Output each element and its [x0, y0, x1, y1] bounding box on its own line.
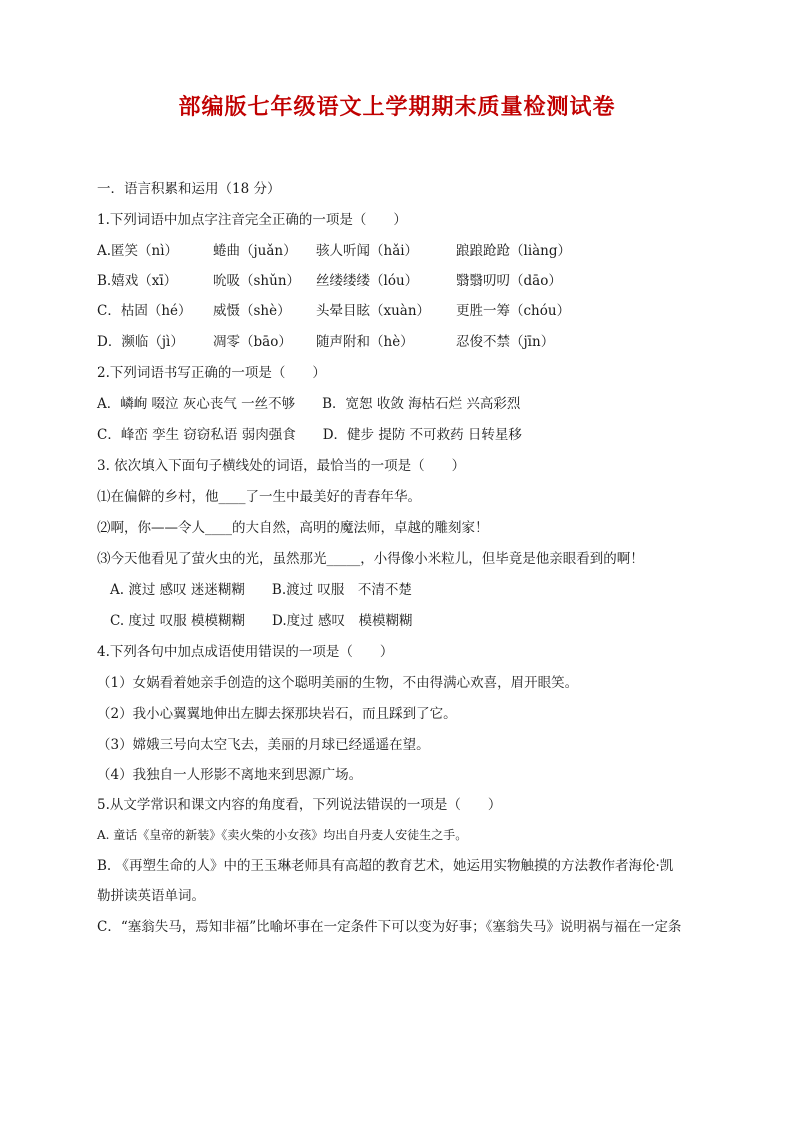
q3-sentence-3: ⑶今天他看见了萤火虫的光，虽然那光_____，小得像小米粒儿，但毕竟是他亲眼看到的啊！ — [97, 551, 644, 567]
q5-option-c-line-1: C．“塞翁失马，焉知非福”比喻坏事在一定条件下可以变为好事；《塞翁失马》说明祸与福在一定条 — [97, 919, 682, 935]
q1-b-word-1: B.嬉戏（xī） — [97, 273, 178, 289]
q2-options-ab: A．嶙峋 啜泣 灰心丧气 一丝不够 B．宽恕 收敛 海枯石烂 兴高彩烈 — [97, 396, 521, 412]
q1-d-word-3: 随声附和（hè） — [316, 334, 414, 350]
q1-b-word-3: 丝缕缕缕（lóu） — [316, 273, 419, 289]
q2-options-cd: C．峰峦 孪生 窃窃私语 弱肉强食 D．健步 提防 不可救药 日转星移 — [97, 427, 522, 443]
q1-c-word-1: C．枯固（hé） — [97, 303, 192, 319]
q5-option-b-line-1: B. 《再塑生命的人》中的王玉琳老师具有高超的教育艺术，她运用实物触摸的方法教作者海伦·凯 — [97, 858, 674, 874]
q1-c-word-3: 头晕目眩（xuàn） — [316, 303, 431, 319]
q4-sentence-2: （2）我小心翼翼地伸出左脚去探那块岩石，而且踩到了它。 — [97, 706, 457, 722]
q5-option-a: A. 童话《皇帝的新装》《卖火柴的小女孩》均出自丹麦人安徒生之手。 — [97, 828, 468, 842]
q5-option-b-line-2: 勒拼读英语单词。 — [97, 888, 205, 904]
q1-d-word-2: 凋零（bāo） — [213, 334, 292, 350]
q1-c-word-2: 威慑（shè） — [213, 303, 291, 319]
q3-sentence-2: ⑵啊，你——令人____的大自然，高明的魔法师，卓越的雕刻家！ — [97, 520, 489, 536]
question-4-stem: 4.下列各句中加点成语使用错误的一项是（ ） — [97, 644, 394, 660]
q1-d-word-1: D．濒临（jì） — [97, 334, 184, 350]
q1-a-word-2: 蜷曲（juǎn） — [213, 243, 297, 259]
q3-options-cd: C. 度过 叹服 模模糊糊 D.度过 感叹 模模糊糊 — [110, 613, 413, 629]
q1-option-a — [97, 242, 717, 260]
q1-b-word-2: 吮吸（shǔn） — [213, 273, 301, 289]
question-1-stem: 1.下列词语中加点字注音完全正确的一项是（ ） — [97, 212, 407, 228]
q1-b-word-4: 翳翳叨叨（dāo） — [456, 273, 562, 289]
q1-a-word-3: 骇人听闻（hǎi） — [316, 243, 419, 259]
question-3-stem: 3. 依次填入下面句子横线处的词语，最恰当的一项是（ ） — [97, 458, 466, 474]
q1-d-word-4: 忍俊不禁（jīn） — [456, 334, 555, 350]
question-5-stem: 5.从文学常识和课文内容的角度看，下列说法错误的一项是（ ） — [97, 797, 502, 813]
q4-sentence-4: （4）我独自一人形影不离地来到思源广场。 — [97, 767, 363, 783]
q4-sentence-1: （1）女娲看着她亲手创造的这个聪明美丽的生物，不由得满心欢喜，眉开眼笑。 — [97, 675, 579, 691]
q1-option-d — [97, 333, 717, 351]
q3-options-ab: A. 渡过 感叹 迷迷糊糊 B.渡过 叹服 不清不楚 — [110, 582, 412, 598]
q1-a-word-1: A.匿笑（nì） — [97, 243, 179, 259]
q1-option-c — [97, 302, 717, 320]
q1-c-word-4: 更胜一筹（chóu） — [456, 303, 571, 319]
q1-a-word-4: 踉踉跄跄（liàng） — [456, 243, 572, 259]
q4-sentence-3: （3）嫦娥三号向太空飞去，美丽的月球已经遥遥在望。 — [97, 737, 430, 753]
exam-title: 部编版七年级语文上学期期末质量检测试卷 — [178, 95, 616, 120]
question-2-stem: 2.下列词语书写正确的一项是（ ） — [97, 365, 326, 381]
q3-sentence-1: ⑴在偏僻的乡村，他____了一生中最美好的青春年华。 — [97, 489, 421, 505]
q1-option-b — [97, 272, 717, 290]
section-heading: 一．语言积累和运用（18 分） — [97, 181, 281, 197]
